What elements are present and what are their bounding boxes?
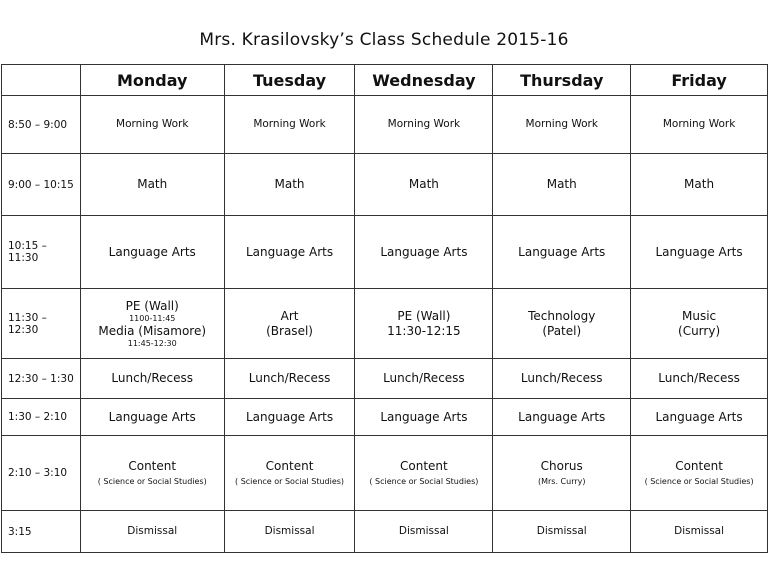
schedule-cell: Language Arts <box>631 399 768 436</box>
table-row <box>2 359 768 399</box>
page-title: Mrs. Krasilovsky’s Class Schedule 2015-16 <box>199 30 569 50</box>
schedule-cell: Language Arts <box>80 216 224 289</box>
schedule-cell: Language Arts <box>493 216 631 289</box>
schedule-cell: Language Arts <box>631 216 768 289</box>
schedule-table <box>1 64 768 553</box>
time-cell: 2:10 – 3:10 <box>2 436 81 511</box>
schedule-cell: Math <box>355 154 493 216</box>
day-header: Thursday <box>493 65 631 96</box>
schedule-cell: Math <box>224 154 355 216</box>
schedule-cell <box>80 436 224 511</box>
schedule-cell: Dismissal <box>631 511 768 553</box>
schedule-cell: Lunch/Recess <box>80 359 224 399</box>
cell-text: Art <box>280 308 299 323</box>
schedule-cell: Language Arts <box>224 399 355 436</box>
schedule-cell: Language Arts <box>80 399 224 436</box>
cell-note: ( Science or Social Studies) <box>644 476 754 486</box>
header-row <box>2 65 768 96</box>
cell-text: PE (Wall) <box>397 308 451 323</box>
table-row <box>2 154 768 216</box>
schedule-cell: Dismissal <box>80 511 224 553</box>
schedule-cell: Lunch/Recess <box>493 359 631 399</box>
cell-time-note-2: 11:45-12:30 <box>127 338 177 348</box>
table-row <box>2 289 768 359</box>
schedule-cell: Math <box>493 154 631 216</box>
schedule-cell: Language Arts <box>355 216 493 289</box>
schedule-cell <box>631 289 768 359</box>
schedule-cell: Dismissal <box>493 511 631 553</box>
time-cell: 1:30 – 2:10 <box>2 399 81 436</box>
cell-text: Content <box>128 458 177 473</box>
cell-time-note: 1100-11:45 <box>129 313 176 323</box>
day-header: Tuesday <box>224 65 355 96</box>
time-cell: 8:50 – 9:00 <box>2 96 81 154</box>
schedule-cell: Language Arts <box>355 399 493 436</box>
schedule-cell <box>355 289 493 359</box>
schedule-cell: Morning Work <box>80 96 224 154</box>
schedule-cell: Morning Work <box>224 96 355 154</box>
time-cell: 3:15 <box>2 511 81 553</box>
schedule-cell: Language Arts <box>224 216 355 289</box>
cell-text: Technology <box>528 308 596 323</box>
table-row <box>2 436 768 511</box>
schedule-cell <box>224 289 355 359</box>
schedule-cell: Morning Work <box>631 96 768 154</box>
schedule-cell: Math <box>80 154 224 216</box>
schedule-cell: Morning Work <box>493 96 631 154</box>
schedule-cell <box>80 289 224 359</box>
cell-note: (Mrs. Curry) <box>537 476 586 486</box>
schedule-cell <box>355 436 493 511</box>
cell-text-2: (Patel) <box>542 323 582 338</box>
cell-text: Music <box>681 308 717 323</box>
schedule-cell: Language Arts <box>493 399 631 436</box>
cell-note: ( Science or Social Studies) <box>97 476 207 486</box>
schedule-cell: Dismissal <box>355 511 493 553</box>
schedule-cell: Lunch/Recess <box>631 359 768 399</box>
cell-note: ( Science or Social Studies) <box>235 476 345 486</box>
time-cell: 9:00 – 10:15 <box>2 154 81 216</box>
schedule-cell: Lunch/Recess <box>224 359 355 399</box>
schedule-cell <box>493 436 631 511</box>
table-row <box>2 96 768 154</box>
cell-text: Chorus <box>540 458 583 473</box>
cell-text: Content <box>400 458 448 473</box>
schedule-cell: Dismissal <box>224 511 355 553</box>
corner-cell <box>2 65 81 96</box>
cell-text: PE (Wall) <box>125 298 179 313</box>
day-header: Monday <box>80 65 224 96</box>
table-row <box>2 511 768 553</box>
cell-text-2: (Curry) <box>678 323 721 338</box>
schedule-cell: Morning Work <box>355 96 493 154</box>
cell-text-2: 11:30-12:15 <box>387 323 461 338</box>
schedule-cell <box>493 289 631 359</box>
cell-text: Content <box>265 458 314 473</box>
cell-text-2: (Brasel) <box>266 323 313 338</box>
time-cell: 12:30 – 1:30 <box>2 359 81 399</box>
table-row <box>2 399 768 436</box>
day-header: Friday <box>631 65 768 96</box>
cell-text: Content <box>675 458 723 473</box>
schedule-cell <box>631 436 768 511</box>
table-row <box>2 216 768 289</box>
time-cell: 10:15 – 11:30 <box>2 216 81 289</box>
schedule-cell: Math <box>631 154 768 216</box>
day-header: Wednesday <box>355 65 493 96</box>
schedule-cell <box>224 436 355 511</box>
schedule-cell: Lunch/Recess <box>355 359 493 399</box>
time-cell: 11:30 – 12:30 <box>2 289 81 359</box>
cell-note: ( Science or Social Studies) <box>369 476 479 486</box>
cell-text-2: Media (Misamore) <box>98 323 207 338</box>
